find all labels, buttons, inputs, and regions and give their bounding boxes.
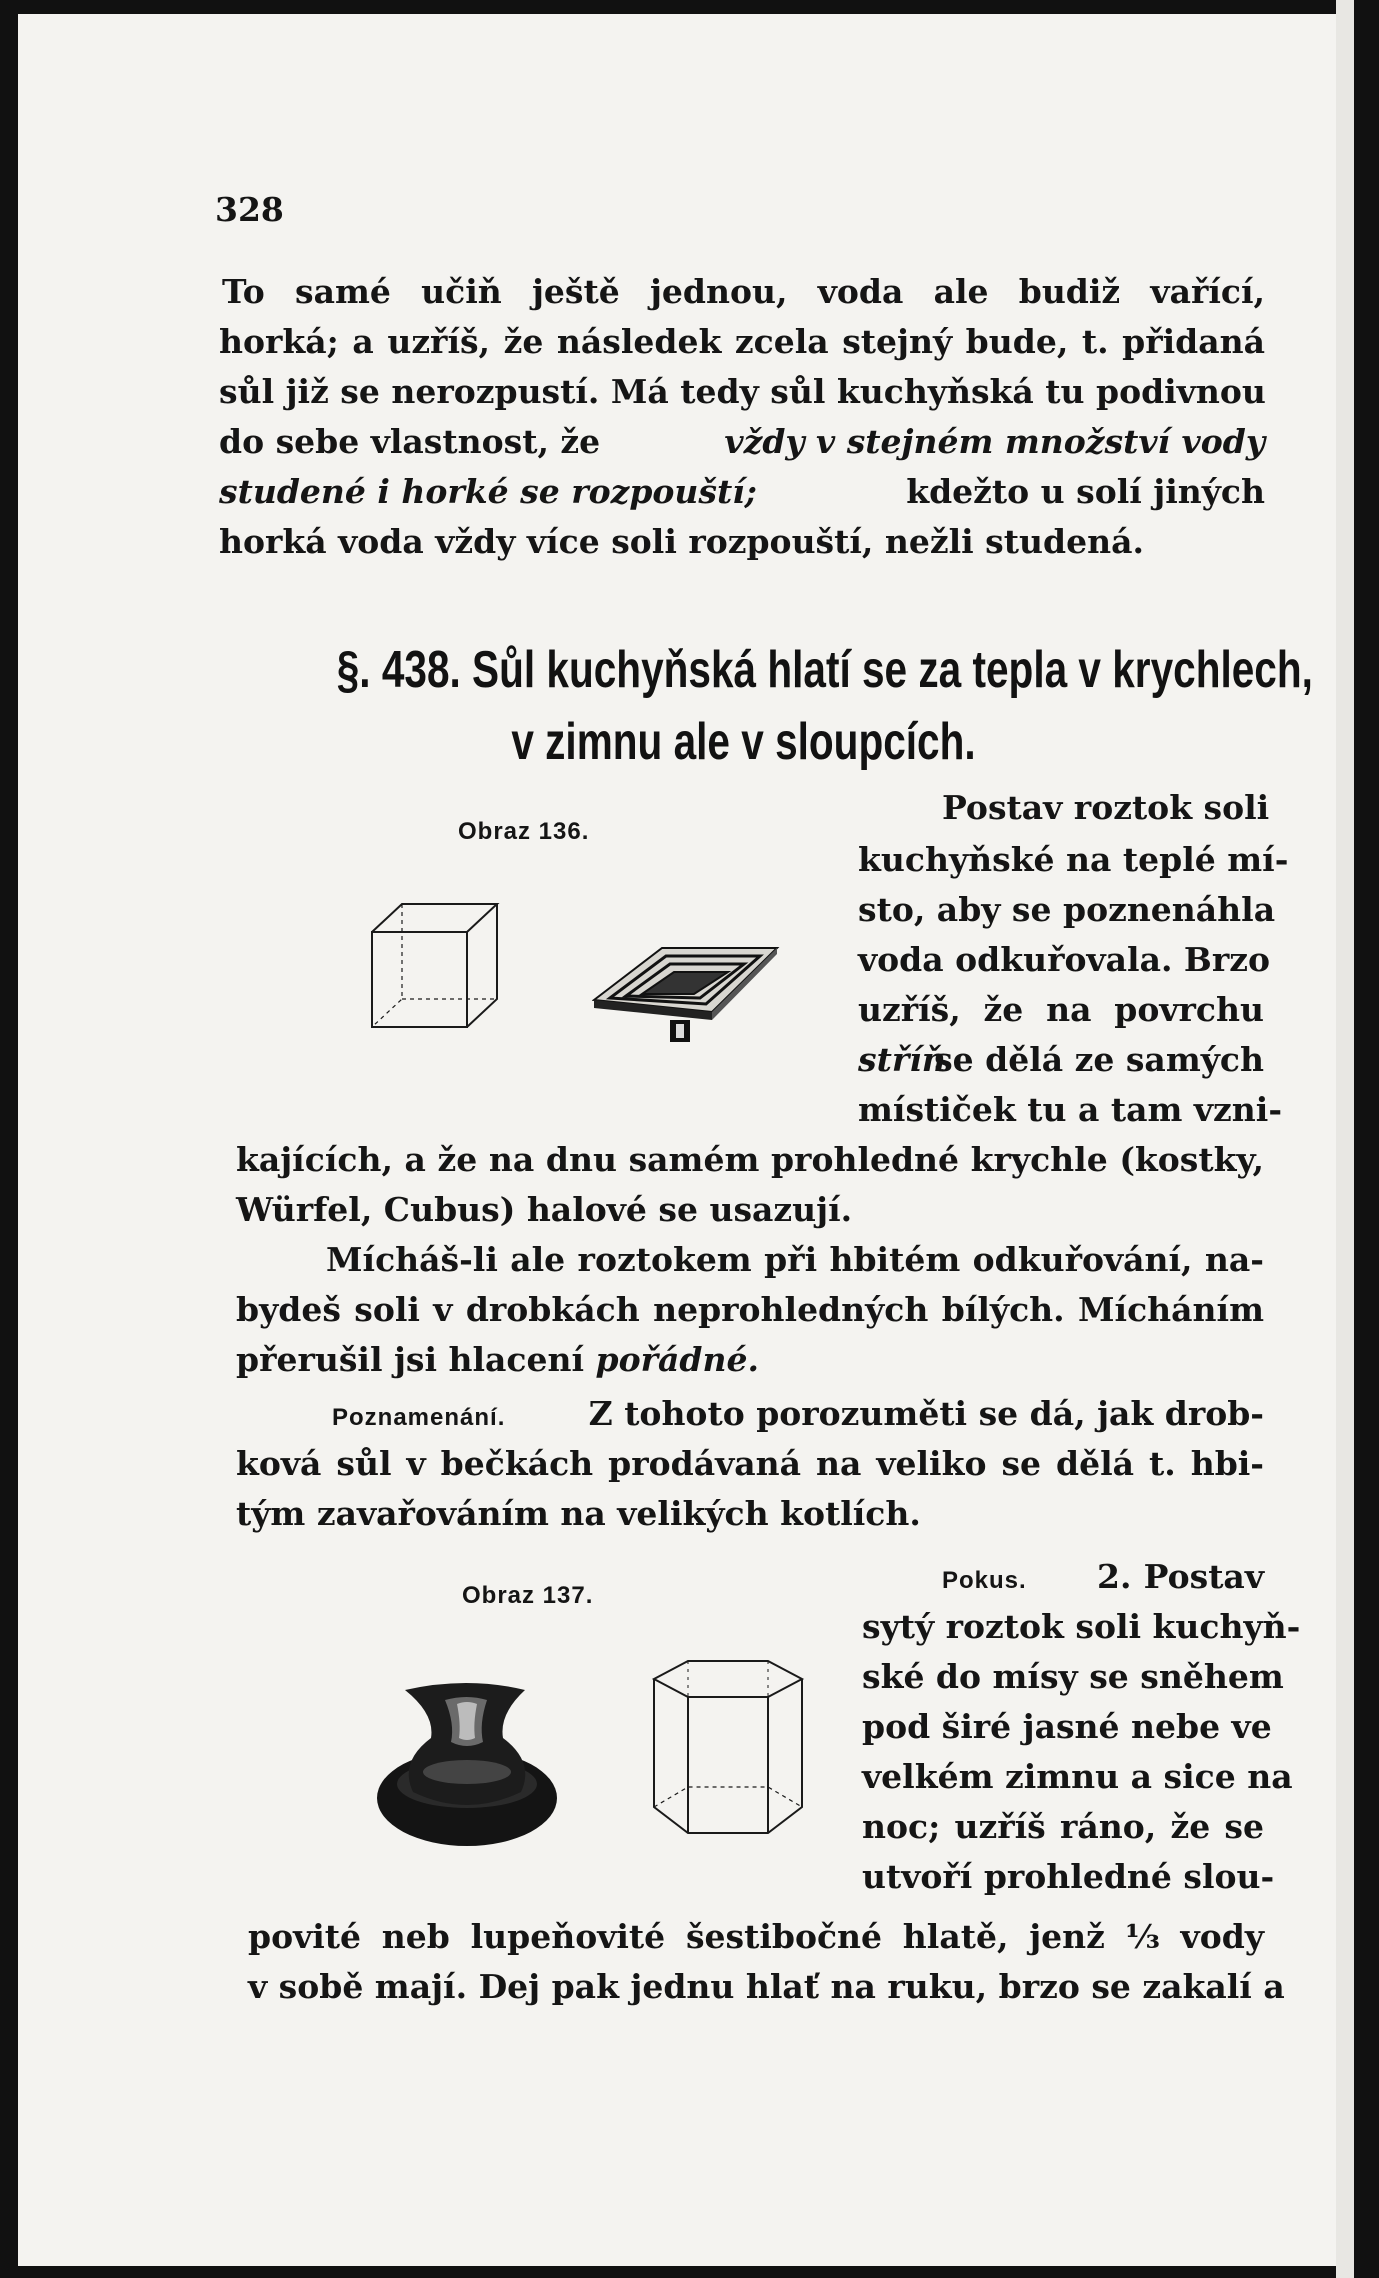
text-line [332,1392,1264,1436]
text-line: v sobě mají. Dej pak jednu hlať na ruku, brzo se zakalí a [248,1967,1285,2006]
emphasis-text: vždy v stejném množství vody [724,422,1265,461]
figure-caption: Obraz 136. [458,818,590,845]
section-heading-continued: v zimnu ale v sloupcích. [511,713,976,771]
hopper-crystal-figure [592,940,782,1045]
text-line: sůl již se nerozpustí. Má tedy sůl kuchyňská tu podivnou [219,372,1266,411]
text-line: Postav roztok soli [942,788,1270,827]
text-line: ková sůl v bečkách prodávaná na veliko se dělá t. hbi- [236,1444,1264,1483]
text-line: pod širé jasné nebe ve [862,1707,1272,1746]
text-line: velkém zimnu a sice na [862,1757,1293,1796]
page-number: 328 [215,190,284,229]
text-line: voda odkuřovala. Brzo [858,940,1270,979]
hexagonal-prism-figure [648,1655,808,1840]
figure-caption: Obraz 137. [462,1582,594,1609]
basin-vessel-figure [375,1680,560,1850]
text-line: sytý roztok soli kuchyň- [862,1607,1301,1646]
text-line [858,1038,1264,1082]
text-span: Z tohoto porozuměti se dá, jak drob- [588,1394,1264,1433]
text-span: přerušil jsi hlacení [236,1340,585,1379]
experiment-number: 2. [1097,1557,1132,1596]
text-line [236,1338,759,1382]
text-line: ské do mísy se sněhem [862,1657,1284,1696]
text-line: Würfel, Cubus) halové se usazují. [236,1190,853,1229]
section-heading: §. 438. Sůl kuchyňská hlatí se za tepla v krychlech, [336,641,1313,699]
page-edge [1336,0,1354,2278]
text-line: kuchyňské na teplé mí- [858,840,1289,879]
text-span: se dělá ze samých [934,1040,1264,1079]
text-line: utvoří prohledné slou- [862,1857,1275,1896]
text-line [219,470,1265,514]
text-span: kdežto u solí jiných [906,472,1265,511]
cube-crystal-figure [368,900,503,1035]
text-span: do sebe vlastnost, že [219,422,601,461]
text-line: povité neb lupeňovité šestibočné hlatě, jenž ⅓ vody [248,1917,1264,1956]
text-line: Mícháš-li ale roztokem při hbitém odkuřování, na- [326,1240,1264,1279]
text-line: horká; a uzříš, že následek zcela stejný bude, t. přidaná [219,322,1265,361]
text-line: kajících, a že na dnu samém prohledné krychle (kostky, [236,1140,1264,1179]
text-line [942,1555,1264,1599]
text-line [219,420,1265,464]
text-line: noc; uzříš ráno, že se [862,1807,1264,1846]
text-line: tým zavařováním na velikých kotlích. [236,1494,921,1533]
note-label: Poznamenání. [332,1404,506,1431]
emphasis-text: pořádné. [595,1340,759,1379]
emphasis-text: studené i horké se rozpouští; [219,472,757,511]
text-line: místiček tu a tam vzni- [858,1090,1283,1129]
text-line: horká voda vždy více soli rozpouští, nežli studená. [219,522,1144,561]
text-line: bydeš soli v drobkách neprohledných bílých. Mícháním [236,1290,1264,1329]
text-line: To samé učiň ještě jednou, voda ale budiž vařící, [222,272,1265,311]
experiment-label: Pokus. [942,1567,1027,1594]
emphasis-text: stříň [858,1040,946,1079]
text-line: sto, aby se poznenáhla [858,890,1276,929]
text-line: uzříš, že na povrchu [858,990,1264,1029]
text-span: Postav [1143,1557,1264,1596]
